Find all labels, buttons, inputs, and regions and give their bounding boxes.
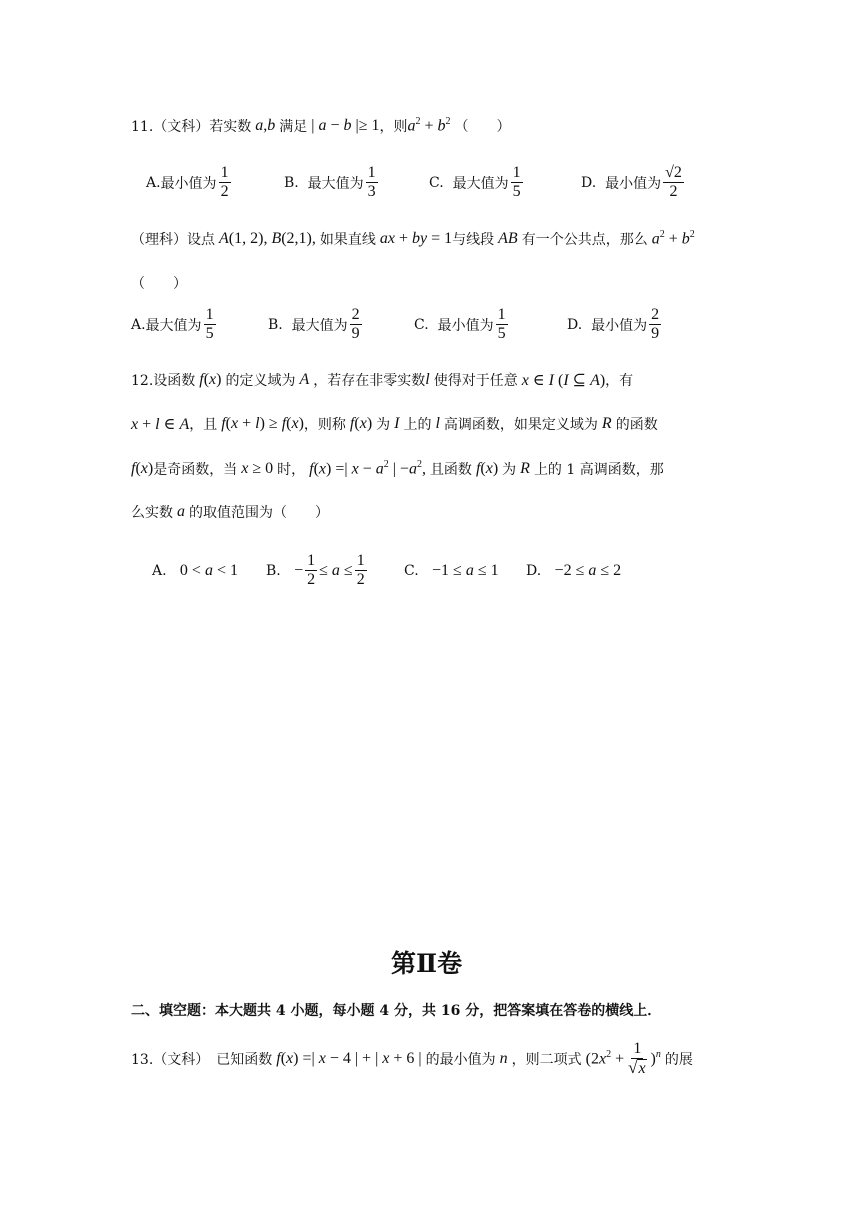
q12-option-d: D. −2 ≤ a ≤ 2 xyxy=(526,561,622,579)
q11-li-option-b: B. 最大值为 $\frac{2}{9}$ xyxy=(268,306,360,342)
q12-option-c: C. −1 ≤ a ≤ 1 xyxy=(404,561,499,579)
q12-options xyxy=(152,552,621,589)
q11-wen-stem: 11.（文科）若实数 a , b 满足 | a − b |≥ 1 ，则 $a^2 + b^2$ （ ） xyxy=(131,116,511,135)
q11-li-option-c: C. 最小值为 $\frac{1}{5}$ xyxy=(414,306,506,342)
q12-line-3: f(x) 是奇函数，当 x ≥ 0 时， f(x) =| $x - a^2$ | $-a^2$, 且函数 f(x) 为 R 上的 1 高调函数，那 xyxy=(131,459,664,478)
q12-line-2: x + l ∈ A ，且 f(x + l) ≥ f(x) ，则称 f(x) 为 I 上的 l 高调函数，如果定义域为 R 的函数 xyxy=(131,415,658,433)
q13-stem: 13.（文科） 已知函数 f(x) =| x − 4 | + | x + 6 | 的最小值为 n ，则二项式 ($2x^2$ + 1 √ x )$^n$ 的展 xyxy=(131,1040,693,1077)
section-title: 第Ⅱ卷 xyxy=(391,949,463,978)
q11-li-paren: （ ） xyxy=(131,276,187,292)
q11-wen-paren: （ ） xyxy=(454,119,511,135)
q11-li-option-a: A. 最大值为 $\frac{1}{5}$ xyxy=(131,306,214,342)
q12-option-a: A. 0 < a < 1 xyxy=(152,561,238,579)
math-ab-segment: AB xyxy=(494,230,522,247)
q12-line-1: 12.设函数 f(x) 的定义域为 A ，若存在非零实数 l 使得对于任意 x ∈ I (I ⊆ A) ，有 xyxy=(131,371,634,389)
q12-option-b: B. − $\frac{1}{2}$ ≤ a ≤ $\frac{1}{2}$ xyxy=(266,552,365,588)
q11-wen-option-d: D. 最小值为 $\frac{√2}{2}$ xyxy=(581,164,682,200)
q11-li-stem: （理科）设点 A(1, 2), B(2,1), 如果直线 ax + by = 1 与线段 AB 有一个公共点，那么 $a^2 + b^2$ xyxy=(131,229,695,248)
math-points: A(1, 2), B(2,1), xyxy=(219,230,320,247)
q11-li-option-d: D. 最小值为 $\frac{2}{9}$ xyxy=(567,306,660,342)
math-a2b2-li: $a^2 + b^2$ xyxy=(651,229,695,248)
q11-wen-cond-pre: 满足 xyxy=(279,119,308,135)
q11-wen-option-a: A. 最小值为 $\frac{1}{2}$ xyxy=(146,164,229,200)
section-heading: 二、填空题：本大题共 4 小题，每小题 4 分，共 16 分，把答案填在答卷的横线上． xyxy=(131,1003,662,1019)
math-abs-cond: | a − b |≥ 1 xyxy=(307,117,380,134)
q11-li-label: （理科）设点 xyxy=(131,232,215,248)
q11-wen-options xyxy=(146,164,686,201)
q11-wen-then: ，则 xyxy=(379,119,408,135)
q11-li-options xyxy=(131,306,663,343)
q11-wen-option-c: C. 最大值为 $\frac{1}{5}$ xyxy=(429,164,521,200)
math-line-eq: ax + by = 1 xyxy=(379,230,453,247)
math-frac-1-sqrtx: 1 √ x xyxy=(628,1040,646,1077)
math-ab: a xyxy=(251,117,264,134)
math-a2b2: $a^2 + b^2$ xyxy=(407,116,451,135)
q11-wen-label: 11.（文科）若实数 xyxy=(131,119,252,135)
q12-line-4: 么实数 a 的取值范围为（ ） xyxy=(131,503,329,521)
q11-wen-option-b: B. 最大值为 $\frac{1}{3}$ xyxy=(284,164,376,200)
